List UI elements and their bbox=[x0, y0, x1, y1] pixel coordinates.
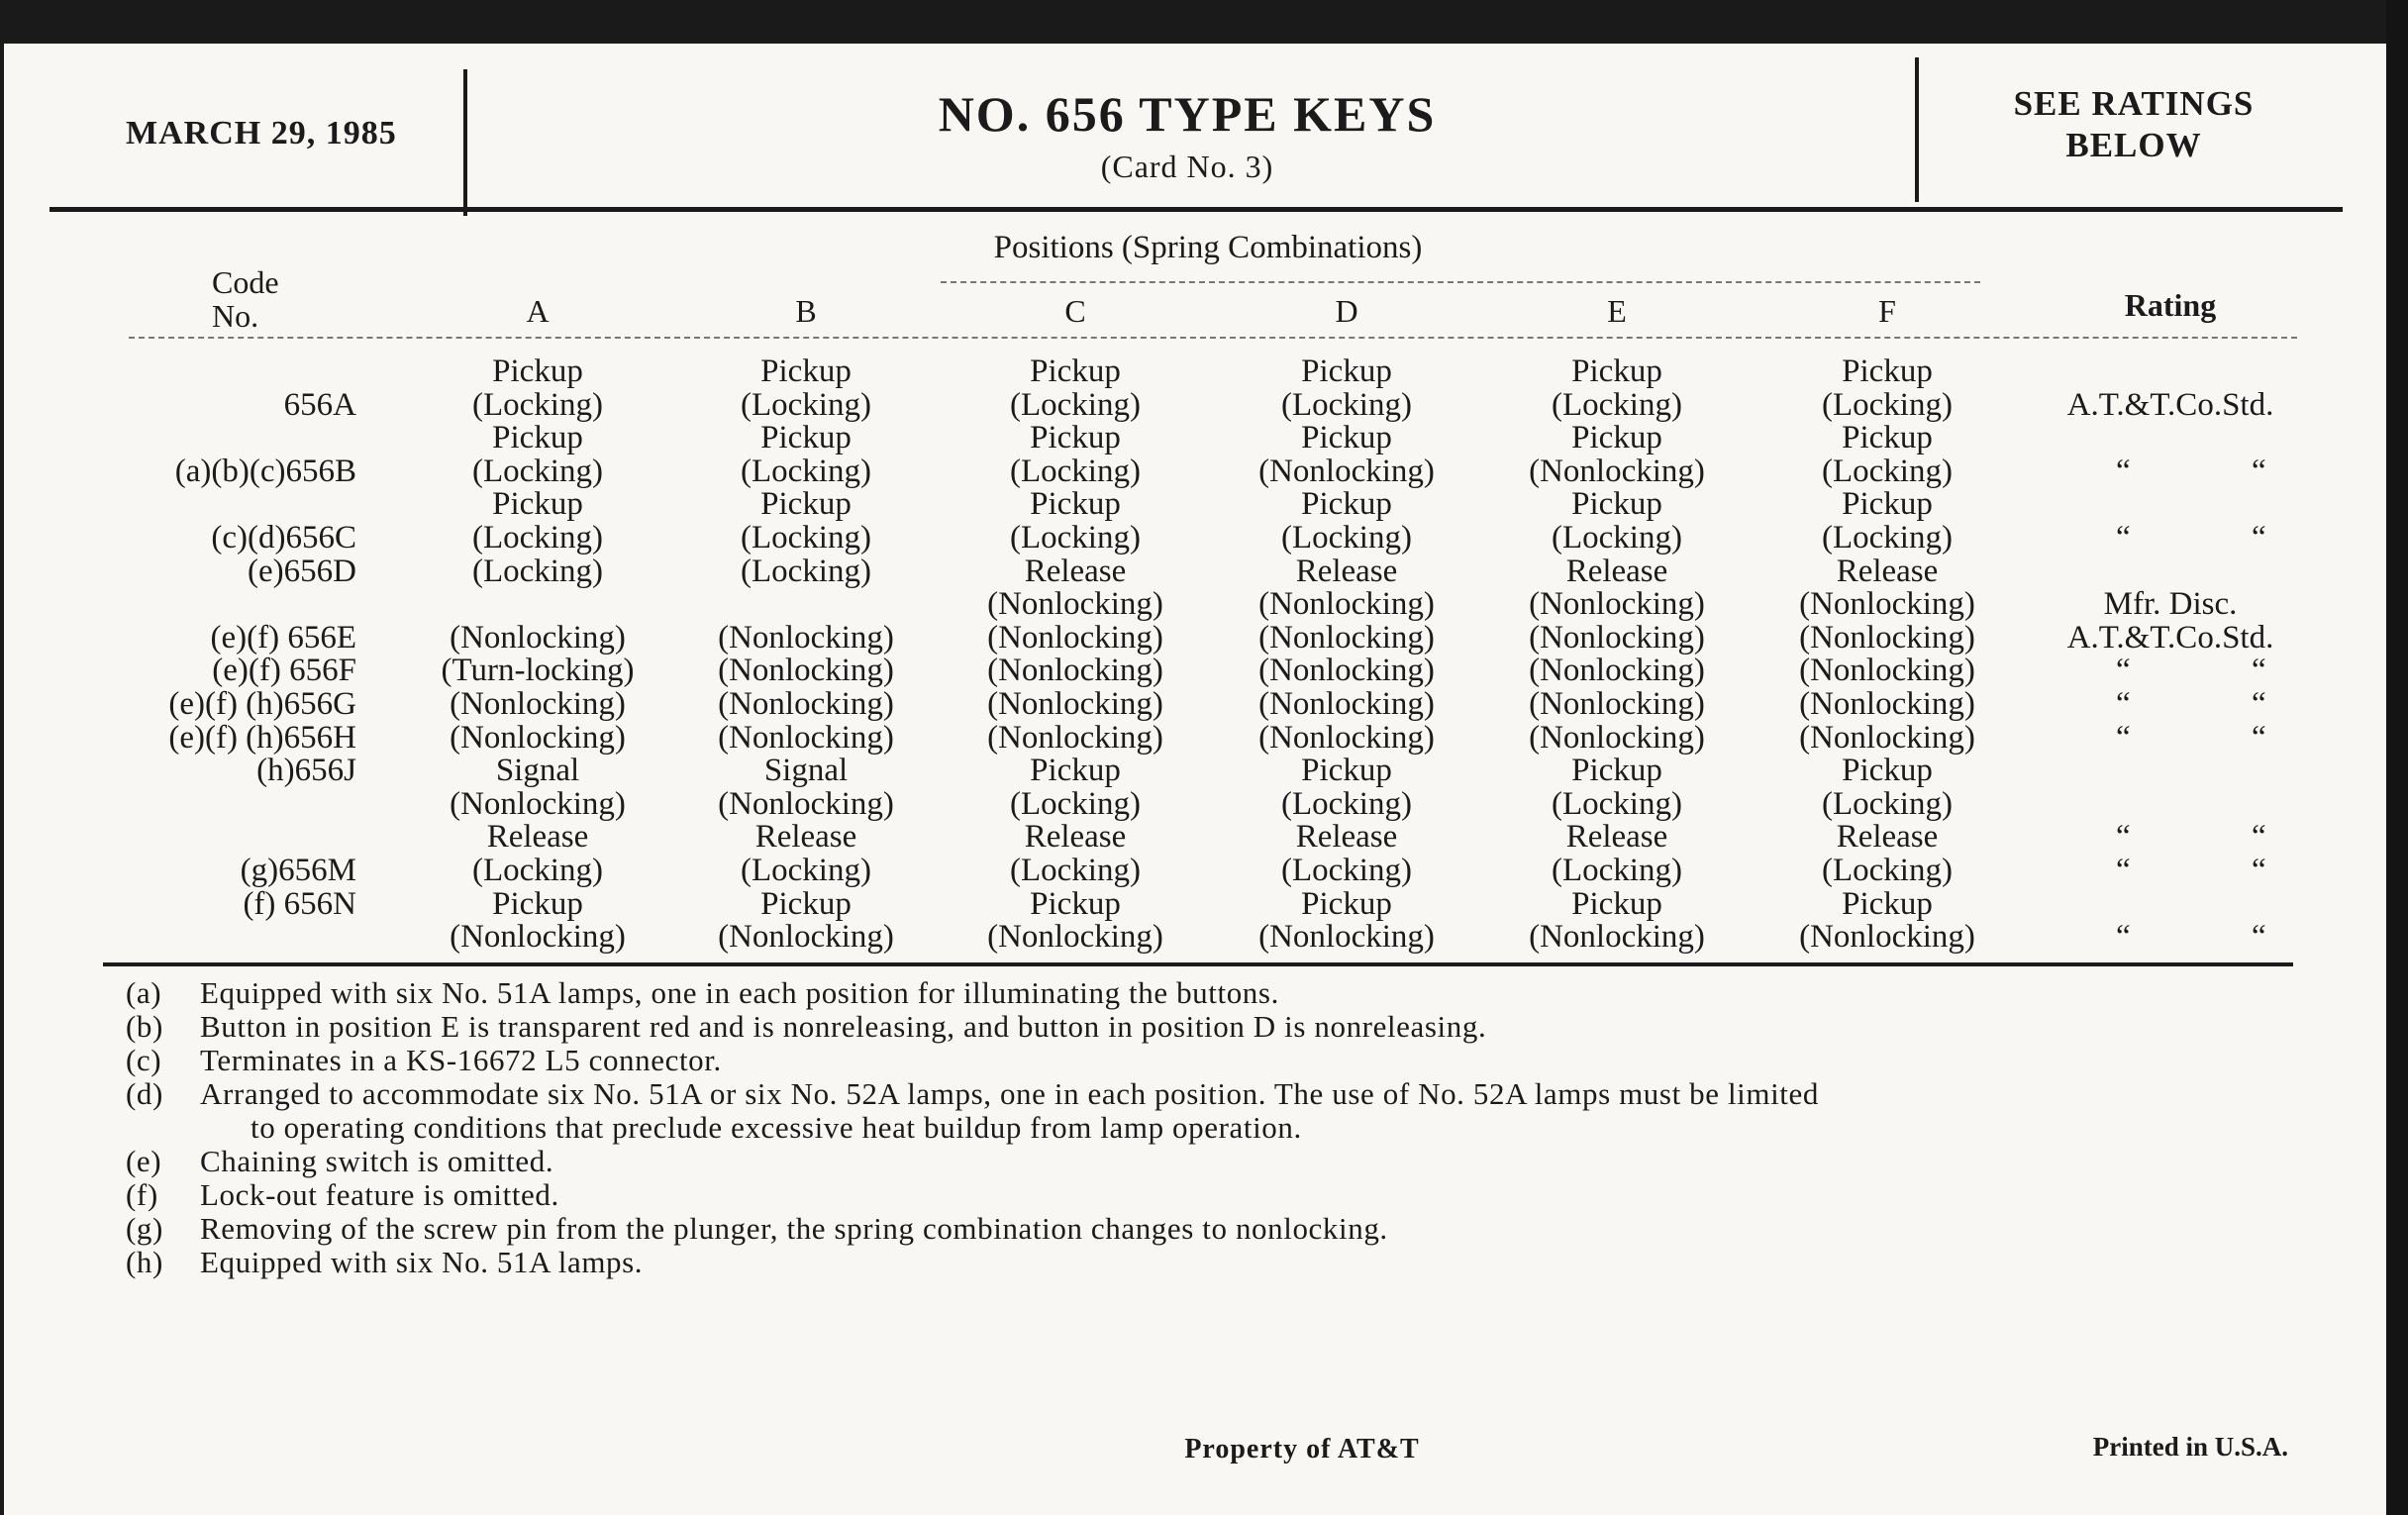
header-divider-right bbox=[1915, 57, 1919, 202]
table-cell-e: (Nonlocking) bbox=[1529, 619, 1705, 656]
rating-value: A.T.&T.Co.Std. bbox=[2066, 619, 2274, 656]
ditto-mark: “ bbox=[2116, 520, 2131, 556]
table-row bbox=[0, 621, 2408, 655]
table-cell-b: Release bbox=[754, 819, 857, 856]
table-row bbox=[0, 820, 2408, 854]
code-number: (c)(d)656C bbox=[211, 520, 356, 556]
table-cell-c: (Nonlocking) bbox=[987, 686, 1163, 722]
table-row bbox=[0, 887, 2408, 921]
table-row bbox=[0, 854, 2408, 887]
table-row bbox=[0, 555, 2408, 588]
column-header-a: A bbox=[526, 293, 550, 329]
property-notice: Property of AT&T bbox=[1184, 1434, 1420, 1464]
table-cell-a: Signal bbox=[495, 753, 580, 789]
table-row bbox=[0, 388, 2408, 422]
footnote bbox=[126, 1246, 643, 1279]
table-cell-f: Pickup bbox=[1842, 753, 1933, 789]
ditto-mark: “ bbox=[2252, 520, 2266, 556]
table-cell-f: (Locking) bbox=[1822, 453, 1953, 489]
table-cell-d: Release bbox=[1295, 819, 1398, 856]
footnote-text: Arranged to accommodate six No. 51A or six No. 52A lamps, one in each position. The use of No. 52A lamps must be limited bbox=[200, 1076, 1819, 1111]
footnote bbox=[126, 1077, 1819, 1111]
table-row bbox=[0, 687, 2408, 721]
ditto-mark: “ bbox=[2116, 453, 2131, 489]
table-cell-f: (Locking) bbox=[1822, 520, 1953, 556]
table-cell-b: (Locking) bbox=[741, 553, 871, 589]
footnote bbox=[126, 1044, 722, 1077]
table-cell-c: Pickup bbox=[1030, 420, 1121, 456]
footnote-text: Equipped with six No. 51A lamps. bbox=[200, 1245, 644, 1279]
table-cell-f: Pickup bbox=[1842, 486, 1933, 523]
footnote-text: Chaining switch is omitted. bbox=[200, 1144, 554, 1178]
ditto-mark: “ bbox=[2252, 453, 2266, 489]
footnote bbox=[126, 1178, 559, 1212]
code-number: (g)656M bbox=[240, 853, 356, 888]
table-cell-a: Pickup bbox=[492, 885, 583, 922]
footnote bbox=[126, 1010, 1486, 1044]
positions-heading: Positions (Spring Combinations) bbox=[993, 230, 1423, 265]
footnote-text: Lock-out feature is omitted. bbox=[200, 1177, 559, 1212]
table-cell-d: Pickup bbox=[1301, 885, 1392, 922]
table-cell-a: (Nonlocking) bbox=[450, 919, 626, 956]
code-number: (e)(f) 656F bbox=[212, 653, 356, 689]
table-cell-d: (Locking) bbox=[1281, 785, 1412, 822]
code-number: (e)656D bbox=[248, 553, 356, 589]
table-cell-d: (Nonlocking) bbox=[1258, 453, 1435, 489]
table-cell-d: (Nonlocking) bbox=[1258, 919, 1435, 956]
footnote-label: (a) bbox=[126, 975, 162, 1010]
table-cell-a: (Locking) bbox=[472, 453, 603, 489]
table-cell-d: Pickup bbox=[1301, 753, 1392, 789]
table-cell-c: (Nonlocking) bbox=[987, 619, 1163, 656]
table-cell-e: Pickup bbox=[1571, 354, 1662, 389]
table-cell-c: (Nonlocking) bbox=[987, 586, 1163, 623]
table-cell-c: Pickup bbox=[1030, 753, 1121, 789]
table-row bbox=[0, 721, 2408, 755]
table-cell-b: (Nonlocking) bbox=[718, 785, 894, 822]
table-cell-c: (Locking) bbox=[1010, 853, 1141, 888]
table-cell-e: (Locking) bbox=[1552, 386, 1682, 423]
table-cell-c: (Nonlocking) bbox=[987, 653, 1163, 689]
table-cell-c: (Locking) bbox=[1010, 520, 1141, 556]
table-cell-a: (Turn-locking) bbox=[441, 653, 635, 689]
footnote-text: Terminates in a KS-16672 L5 connector. bbox=[200, 1043, 722, 1077]
table-cell-c: (Locking) bbox=[1010, 453, 1141, 489]
table-row bbox=[0, 920, 2408, 954]
table-cell-a: (Nonlocking) bbox=[450, 686, 626, 722]
code-number: (h)656J bbox=[256, 753, 356, 789]
table-cell-c: (Nonlocking) bbox=[987, 719, 1163, 756]
table-cell-b: Signal bbox=[763, 753, 849, 789]
table-cell-e: (Nonlocking) bbox=[1529, 453, 1705, 489]
ditto-mark: “ bbox=[2116, 719, 2131, 756]
ratings-note-line1: SEE RATINGS bbox=[2013, 84, 2255, 123]
table-cell-b: Pickup bbox=[760, 885, 852, 922]
card-number: (Card No. 3) bbox=[1100, 149, 1274, 184]
table-cell-a: (Locking) bbox=[472, 853, 603, 888]
table-cell-a: (Locking) bbox=[472, 553, 603, 589]
table-cell-a: (Nonlocking) bbox=[450, 785, 626, 822]
table-cell-e: (Nonlocking) bbox=[1529, 919, 1705, 956]
table-cell-c: Pickup bbox=[1030, 354, 1121, 389]
table-cell-b: Pickup bbox=[760, 486, 852, 523]
column-header-d: D bbox=[1335, 293, 1358, 329]
ditto-mark: “ bbox=[2252, 719, 2266, 756]
table-cell-d: (Locking) bbox=[1281, 386, 1412, 423]
table-cell-a: (Locking) bbox=[472, 520, 603, 556]
footnote-label: (g) bbox=[126, 1211, 163, 1246]
code-number: (e)(f) 656E bbox=[210, 619, 356, 656]
table-cell-e: (Locking) bbox=[1552, 520, 1682, 556]
header-rule bbox=[50, 207, 2343, 212]
table-cell-b: (Locking) bbox=[741, 453, 871, 489]
table-row bbox=[0, 487, 2408, 521]
table-cell-f: (Nonlocking) bbox=[1799, 653, 1975, 689]
table-cell-d: (Nonlocking) bbox=[1258, 619, 1435, 656]
ditto-mark: “ bbox=[2252, 919, 2266, 956]
table-cell-f: (Nonlocking) bbox=[1799, 919, 1975, 956]
code-column-header bbox=[212, 265, 279, 333]
table-cell-f: Pickup bbox=[1842, 354, 1933, 389]
table-cell-e: Pickup bbox=[1571, 486, 1662, 523]
rating-value: Mfr. Disc. bbox=[2103, 586, 2238, 623]
table-cell-f: (Locking) bbox=[1822, 853, 1953, 888]
table-cell-d: (Nonlocking) bbox=[1258, 686, 1435, 722]
code-header-line2: No. bbox=[212, 298, 259, 334]
table-row bbox=[0, 787, 2408, 821]
column-header-rule bbox=[129, 337, 2297, 339]
table-cell-e: (Nonlocking) bbox=[1529, 586, 1705, 623]
table-cell-d: Pickup bbox=[1301, 354, 1392, 389]
ditto-mark: “ bbox=[2252, 853, 2266, 888]
table-cell-e: (Nonlocking) bbox=[1529, 653, 1705, 689]
code-number: (e)(f) (h)656G bbox=[168, 686, 356, 722]
table-cell-a: Pickup bbox=[492, 354, 583, 389]
table-cell-f: (Nonlocking) bbox=[1799, 686, 1975, 722]
ditto-mark: “ bbox=[2252, 686, 2266, 722]
table-cell-e: (Locking) bbox=[1552, 853, 1682, 888]
code-number: (e)(f) (h)656H bbox=[168, 719, 356, 756]
table-row bbox=[0, 354, 2408, 388]
ditto-mark: “ bbox=[2252, 653, 2266, 689]
table-cell-d: (Locking) bbox=[1281, 520, 1412, 556]
table-cell-f: (Nonlocking) bbox=[1799, 619, 1975, 656]
table-cell-a: (Nonlocking) bbox=[450, 719, 626, 756]
rating-value: A.T.&T.Co.Std. bbox=[2066, 386, 2274, 423]
table-cell-a: (Nonlocking) bbox=[450, 619, 626, 656]
table-row bbox=[0, 521, 2408, 555]
ditto-mark: “ bbox=[2116, 819, 2131, 856]
table-cell-f: Pickup bbox=[1842, 885, 1933, 922]
table-cell-b: (Locking) bbox=[741, 853, 871, 888]
table-cell-d: (Nonlocking) bbox=[1258, 719, 1435, 756]
table-cell-d: (Nonlocking) bbox=[1258, 586, 1435, 623]
table-cell-b: Pickup bbox=[760, 354, 852, 389]
code-number: (f) 656N bbox=[243, 885, 356, 922]
table-row bbox=[0, 587, 2408, 621]
page-title: NO. 656 TYPE KEYS bbox=[938, 86, 1437, 142]
ditto-mark: “ bbox=[2116, 653, 2131, 689]
table-cell-e: Pickup bbox=[1571, 420, 1662, 456]
table-cell-a: (Locking) bbox=[472, 386, 603, 423]
table-cell-c: (Nonlocking) bbox=[987, 919, 1163, 956]
table-cell-d: (Locking) bbox=[1281, 853, 1412, 888]
table-cell-e: Release bbox=[1565, 553, 1668, 589]
column-header-c: C bbox=[1064, 293, 1086, 329]
table-cell-d: (Nonlocking) bbox=[1258, 653, 1435, 689]
table-cell-b: (Nonlocking) bbox=[718, 919, 894, 956]
table-cell-b: (Nonlocking) bbox=[718, 653, 894, 689]
code-number: (a)(b)(c)656B bbox=[174, 453, 356, 489]
table-cell-d: Pickup bbox=[1301, 486, 1392, 523]
footnote-text: Button in position E is transparent red and is nonreleasing, and button in position D is nonreleasing. bbox=[200, 1009, 1487, 1044]
table-cell-e: Pickup bbox=[1571, 885, 1662, 922]
table-cell-b: (Nonlocking) bbox=[718, 619, 894, 656]
table-cell-b: (Nonlocking) bbox=[718, 686, 894, 722]
table-cell-b: (Locking) bbox=[741, 386, 871, 423]
table-cell-c: (Locking) bbox=[1010, 785, 1141, 822]
table-cell-e: Pickup bbox=[1571, 753, 1662, 789]
footnote-text: Equipped with six No. 51A lamps, one in each position for illuminating the buttons. bbox=[200, 975, 1279, 1010]
table-cell-f: (Locking) bbox=[1822, 785, 1953, 822]
column-header-b: B bbox=[795, 293, 817, 329]
table-row bbox=[0, 421, 2408, 454]
table-cell-c: Release bbox=[1024, 553, 1127, 589]
table-cell-f: Release bbox=[1836, 819, 1939, 856]
table-cell-e: (Nonlocking) bbox=[1529, 719, 1705, 756]
footnote-label: (b) bbox=[126, 1009, 163, 1044]
table-row bbox=[0, 654, 2408, 687]
table-cell-e: (Locking) bbox=[1552, 785, 1682, 822]
footnote-text: Removing of the screw pin from the plunger, the spring combination changes to nonlocking. bbox=[200, 1211, 1388, 1246]
footnote bbox=[126, 1212, 1388, 1246]
table-cell-f: (Nonlocking) bbox=[1799, 719, 1975, 756]
footnote-continuation: to operating conditions that preclude excessive heat buildup from lamp operation. bbox=[251, 1110, 1302, 1145]
table-cell-c: Pickup bbox=[1030, 885, 1121, 922]
code-header-line1: Code bbox=[212, 264, 279, 300]
table-row bbox=[0, 454, 2408, 488]
ditto-mark: “ bbox=[2116, 919, 2131, 956]
table-cell-a: Release bbox=[486, 819, 589, 856]
table-row bbox=[0, 754, 2408, 787]
table-cell-c: (Locking) bbox=[1010, 386, 1141, 423]
table-cell-b: (Locking) bbox=[741, 520, 871, 556]
printed-notice: Printed in U.S.A. bbox=[2092, 1432, 2288, 1462]
column-header-e: E bbox=[1607, 293, 1627, 329]
code-number: 656A bbox=[283, 386, 356, 423]
table-cell-b: Pickup bbox=[760, 420, 852, 456]
table-cell-a: Pickup bbox=[492, 420, 583, 456]
table-cell-c: Pickup bbox=[1030, 486, 1121, 523]
table-bottom-rule bbox=[103, 962, 2293, 966]
footnote-label: (c) bbox=[126, 1043, 162, 1077]
table-cell-d: Release bbox=[1295, 553, 1398, 589]
document-date: MARCH 29, 1985 bbox=[126, 115, 397, 152]
ratings-note-line2: BELOW bbox=[2065, 126, 2202, 164]
footnote-label: (f) bbox=[126, 1177, 158, 1212]
table-cell-e: Release bbox=[1565, 819, 1668, 856]
footnote-label: (h) bbox=[126, 1245, 163, 1279]
table-cell-c: Release bbox=[1024, 819, 1127, 856]
rating-column-header: Rating bbox=[2124, 287, 2217, 323]
positions-underline bbox=[941, 281, 1980, 283]
table-cell-e: (Nonlocking) bbox=[1529, 686, 1705, 722]
column-header-f: F bbox=[1878, 293, 1896, 329]
table-cell-a: Pickup bbox=[492, 486, 583, 523]
table-cell-f: Pickup bbox=[1842, 420, 1933, 456]
footnote bbox=[126, 976, 1279, 1010]
ratings-note bbox=[1941, 83, 2327, 166]
table-cell-f: (Nonlocking) bbox=[1799, 586, 1975, 623]
ditto-mark: “ bbox=[2116, 686, 2131, 722]
footnote-label: (e) bbox=[126, 1144, 162, 1178]
ditto-mark: “ bbox=[2252, 819, 2266, 856]
table-cell-f: Release bbox=[1836, 553, 1939, 589]
header-divider-left bbox=[463, 69, 467, 216]
table-cell-d: Pickup bbox=[1301, 420, 1392, 456]
table-cell-f: (Locking) bbox=[1822, 386, 1953, 423]
footnote-label: (d) bbox=[126, 1076, 163, 1111]
footnote bbox=[126, 1145, 553, 1178]
table-cell-b: (Nonlocking) bbox=[718, 719, 894, 756]
ditto-mark: “ bbox=[2116, 853, 2131, 888]
